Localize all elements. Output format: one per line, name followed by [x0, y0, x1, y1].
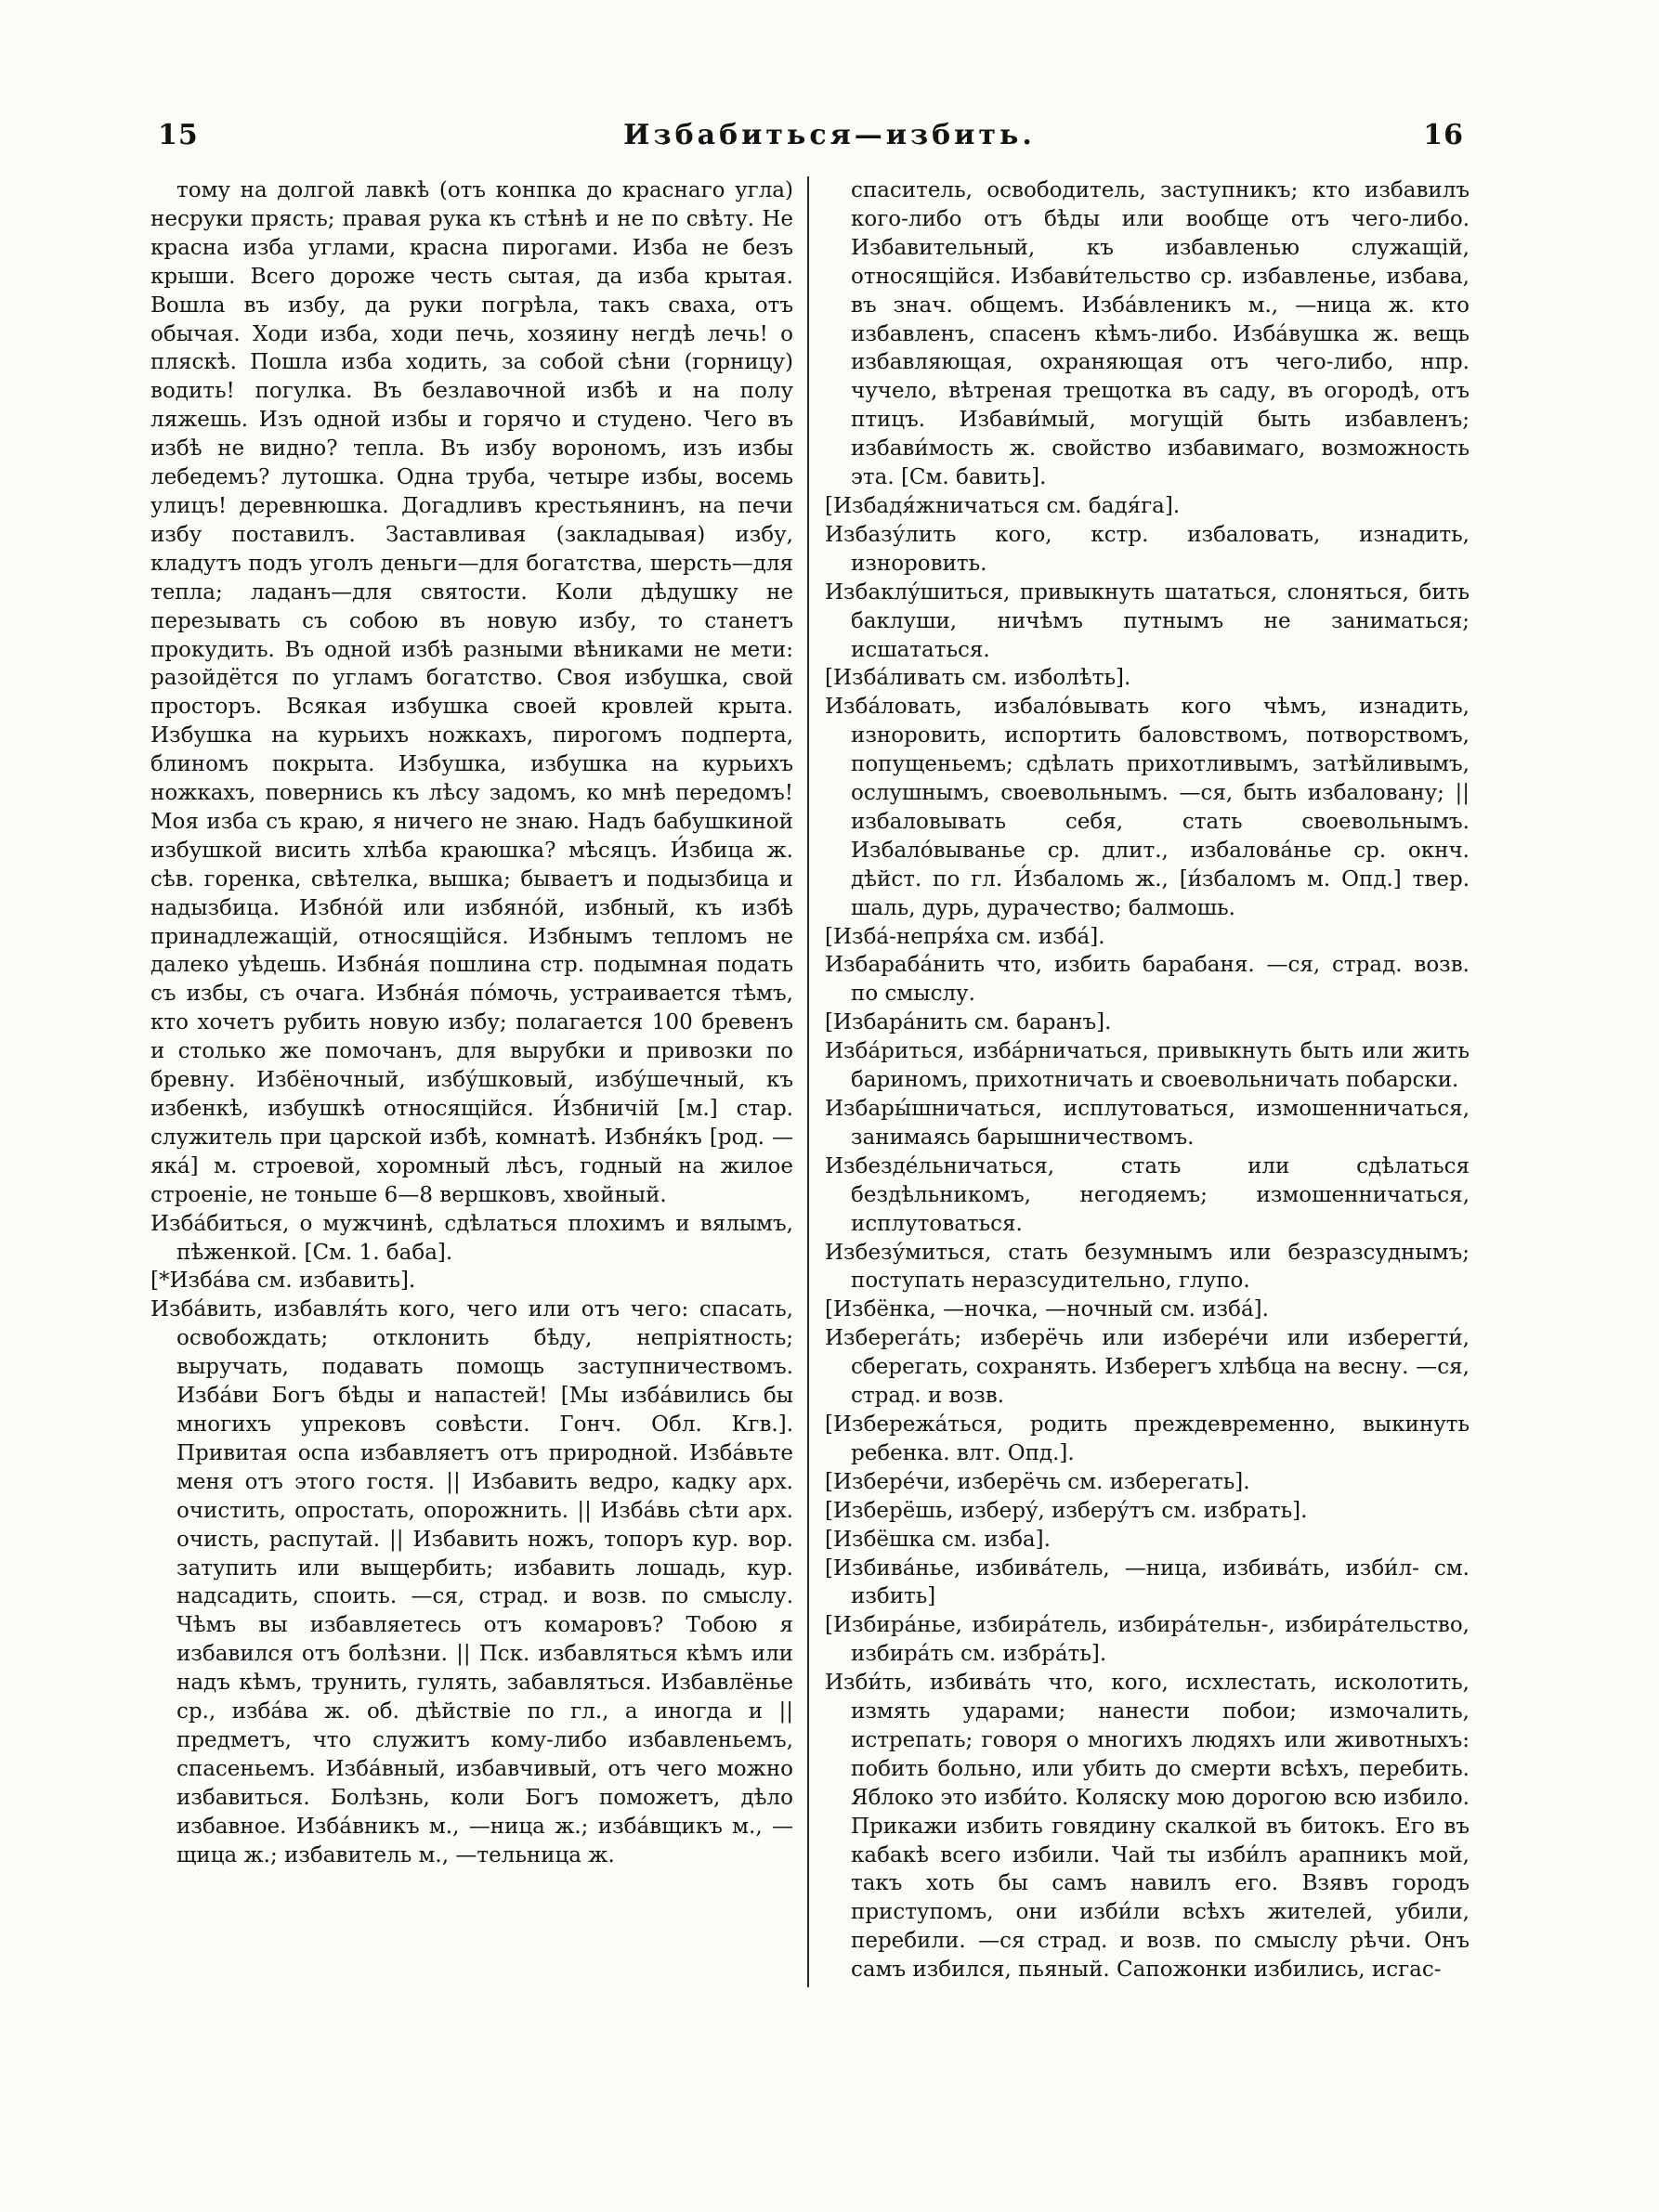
- column-divider: [807, 176, 809, 1987]
- dictionary-entry: [Избира́нье, избира́тель, избира́тельн-, избира́тельство, избира́ть см. избра́ть].: [825, 1613, 1470, 1667]
- dictionary-entry: [Изба́ливать см. изболѣть].: [825, 666, 1131, 691]
- right-page-number: 16: [1423, 119, 1464, 151]
- dictionary-entry: Избараба́нить что, избить барабаня. —ся, страд. возв. по смыслу.: [825, 953, 1470, 1007]
- dictionary-entry: [Изба́-непря́ха см. изба́].: [825, 924, 1105, 949]
- dictionary-entry: [*Изба́ва см. избавить].: [150, 1269, 416, 1294]
- dictionary-entry: Избаклу́шиться, привыкнуть шататься, слоняться, бить баклуши, ничѣмъ путнымъ не заниматься; исшататься.: [825, 579, 1470, 662]
- dictionary-entry: [Избёнка, —ночка, —ночный см. изба́].: [825, 1297, 1269, 1322]
- dictionary-entry: [Избёшка см. изба].: [825, 1527, 1051, 1552]
- dictionary-entry: Изба́риться, изба́рничаться, привыкнуть быть или жить бариномъ, прихотничать и своевольничать побарски.: [825, 1039, 1470, 1093]
- dictionary-entry: [Избара́нить см. баранъ].: [825, 1010, 1112, 1035]
- dictionary-entry: [Избива́нье, избива́тель, —ница, избива́ть, изби́л- см. избить]: [825, 1555, 1470, 1609]
- dictionary-entry: Избезде́льничаться, стать или сдѣлаться бездѣльникомъ, негодяемъ; измошенничаться, исплутоваться.: [825, 1153, 1470, 1236]
- column-text-continuation: тому на долгой лавкѣ (отъ конпка до краснаго угла) несруки прясть; правая рука къ стѣнѣ и не по свѣту. Не красна изба углами, красна пирогами. Изба не безъ крыши. Всего дороже честь сытая, да изба крытая. Вошла въ избу, да руки погрѣла, такъ сваха, отъ обычая. Ходи изба, ходи печь, хозяину негдѣ лечь! о пляскѣ. Пошла изба ходить, за собой сѣни (горницу) водить! погулка. Въ безлавочной избѣ и на полу ляжешь. Изъ одной избы и горячо и студено. Чего въ избѣ не видно? тепла. Въ избу ворономъ, изъ избы лебедемъ? лутошка. Одна труба, четыре избы, восемь улицъ! деревнюшка. Догадливъ крестьянинъ, на печи избу поставилъ. Заставливая (закладывая) избу, кладутъ подъ уголъ деньги—для богатства, шерсть—для тепла; ладанъ—для святости. Коли дѣдушку не перезывать съ собою въ новую избу, то станетъ прокудить. Въ одной избѣ разными вѣниками не мети: разойдётся по угламъ богатство. Своя избушка, свой просторъ. Всякая избушка своей кровлей крыта. Избушка на курьихъ ножкахъ, пирогомъ подперта, блиномъ покрыта. Избушка, избушка на курьихъ ножкахъ, повернись къ лѣсу задомъ, ко мнѣ передомъ! Моя изба съ краю, я ничего не знаю. Надъ бабушкиной избушкой висить хлѣба краюшка? мѣсяцъ. И́збица ж. сѣв. горенка, свѣтелка, вышка; бываетъ и подызбица и надызбица. Избно́й или избяно́й, избный, къ избѣ принадлежащій, относящійся. Избнымъ тепломъ не далеко уѣдешь. Избна́я пошлина стр. подымная подать съ избы, съ очага. Избна́я по́мочь, устраивается тѣмъ, кто хочетъ рубить новую избу; полагается 100 бревенъ и столько же помочанъ, для вырубки и привозки по бревну. Избёночный, избу́шковый, избу́шечный, къ избенкѣ, избушкѣ относящійся. И́збничій [м.] стар. служитель при царской избѣ, комнатѣ. Избня́къ [род. —яка́] м. строевой, хоромный лѣсъ, годный на жилое строеніе, не тоньше 6—8 вершковъ, хвойный.: [150, 178, 793, 1207]
- dictionary-entry: Изберега́ть; изберёчь или избере́чи или изберегти́, сберегать, сохранять. Изберегъ хлѣбца на весну. —ся, страд. и возв.: [825, 1326, 1470, 1409]
- column-text-continuation: спаситель, освободитель, заступникъ; кто избавилъ кого-либо отъ бѣды или вообще отъ чего-либо. Избавительный, къ избавленью служащій, относящійся. Избави́тельство ср. избавленье, избава, въ знач. общемъ. Изба́вленикъ м., —ница ж. кто избавленъ, спасенъ кѣмъ-либо. Изба́вушка ж. вещь избавляющая, охраняющая отъ чего-либо, нпр. чучело, вѣтреная трещотка въ саду, въ огородѣ, отъ птицъ. Избави́мый, могущій быть избавленъ; избави́мость ж. свойство избавимаго, возможность эта. [См. бавить].: [851, 178, 1470, 490]
- dictionary-entry: [Избадя́жничаться см. бадя́га].: [825, 493, 1181, 518]
- left-column: [150, 176, 793, 2127]
- dictionary-entry: Изба́биться, о мужчинѣ, сдѣлаться плохимъ и вялымъ, пѣженкой. [См. 1. баба].: [150, 1211, 793, 1265]
- dictionary-entry: Избазу́лить кого, кстр. избаловать, изнадить, изноровить.: [825, 522, 1470, 576]
- dictionary-entry: Избары́шничаться, исплутоваться, измошенничаться, занимаясь барышничествомъ.: [825, 1097, 1470, 1150]
- left-page-number: 15: [158, 119, 199, 151]
- dictionary-entry: [Избере́чи, изберёчь см. изберегать].: [825, 1469, 1250, 1494]
- right-column: [825, 176, 1470, 2127]
- dictionary-entry: Избезу́миться, стать безумнымъ или безразсуднымъ; поступать неразсудительно, глупо.: [825, 1240, 1470, 1294]
- running-head: Избабиться—избить.: [623, 119, 1036, 151]
- dictionary-entry: [Изберёшь, изберу́, изберу́тъ см. избрать].: [825, 1498, 1308, 1523]
- dictionary-entry: [Избережа́ться, родить преждевременно, выкинуть ребенка. влт. Опд.].: [825, 1412, 1470, 1465]
- dictionary-entry: Изба́ловать, избало́вывать кого чѣмъ, изнадить, изноровить, испортить баловствомъ, потворствомъ, попущеньемъ; сдѣлать прихотливымъ, затѣйливымъ, ослушнымъ, своевольнымъ. —ся, быть избаловану; || избаловывать себя, стать своевольнымъ. Избало́выванье ср. длит., избалова́нье ср. окнч. дѣйст. по гл. И́збаломь ж., [и́збаломъ м. Опд.] твер. шаль, дурь, дурачество; балмошь.: [825, 695, 1470, 920]
- dictionary-entry: Изба́вить, избавля́ть кого, чего или отъ чего: спасать, освобождать; отклонить бѣду, непріятность; выручать, подавать помощь заступничествомъ. Изба́ви Богъ бѣды и напастей! [Мы изба́вились бы многихъ упрековъ совѣсти. Гонч. Обл. Кгв.]. Привитая оспа избавляетъ отъ природной. Изба́вьте меня отъ этого гостя. || Избавить ведро, кадку арх. очистить, опростать, опорожнить. || Изба́вь сѣти арх. очисть, распутай. || Избавить ножъ, топоръ кур. вор. затупить или выщербить; избавить лошадь, кур. надсадить, споить. —ся, страд. и возв. по смыслу. Чѣмъ вы избавляетесь отъ комаровъ? Тобою я избавился отъ болѣзни. || Пск. избавляться кѣмъ или надъ кѣмъ, трунить, гулять, забавляться. Избавлёнье ср., изба́ва ж. об. дѣйствіе по гл., а иногда и || предметъ, что служитъ кому-либо избавленьемъ, спасеньемъ. Изба́вный, избавчивый, отъ чего можно избавиться. Болѣзнь, коли Богъ поможетъ, дѣло избавное. Изба́вникъ м., —ница ж.; изба́вщикъ м., —щица ж.; избавитель м., —тельница ж.: [150, 1297, 793, 1867]
- dictionary-entry: Изби́ть, избива́ть что, кого, исхлестать, исколотить, измять ударами; нанести побои; измочалить, истрепать; говоря о многихъ людяхъ или животныхъ: побить больно, или убить до смерти всѣхъ, перебить. Яблоко это изби́то. Коляску мою дорогою всю избило. Прикажи избить говядину скалкой въ битокъ. Его въ кабакѣ всего избили. Чай ты изби́лъ арапникъ мой, такъ хоть бы самъ навилъ его. Взявъ городъ приступомъ, они изби́ли всѣхъ жителей, убили, перебили. —ся страд. и возв. по смыслу рѣчи. Онъ самъ избился, пьяный. Сапожонки избились, исгас-: [825, 1671, 1470, 1983]
